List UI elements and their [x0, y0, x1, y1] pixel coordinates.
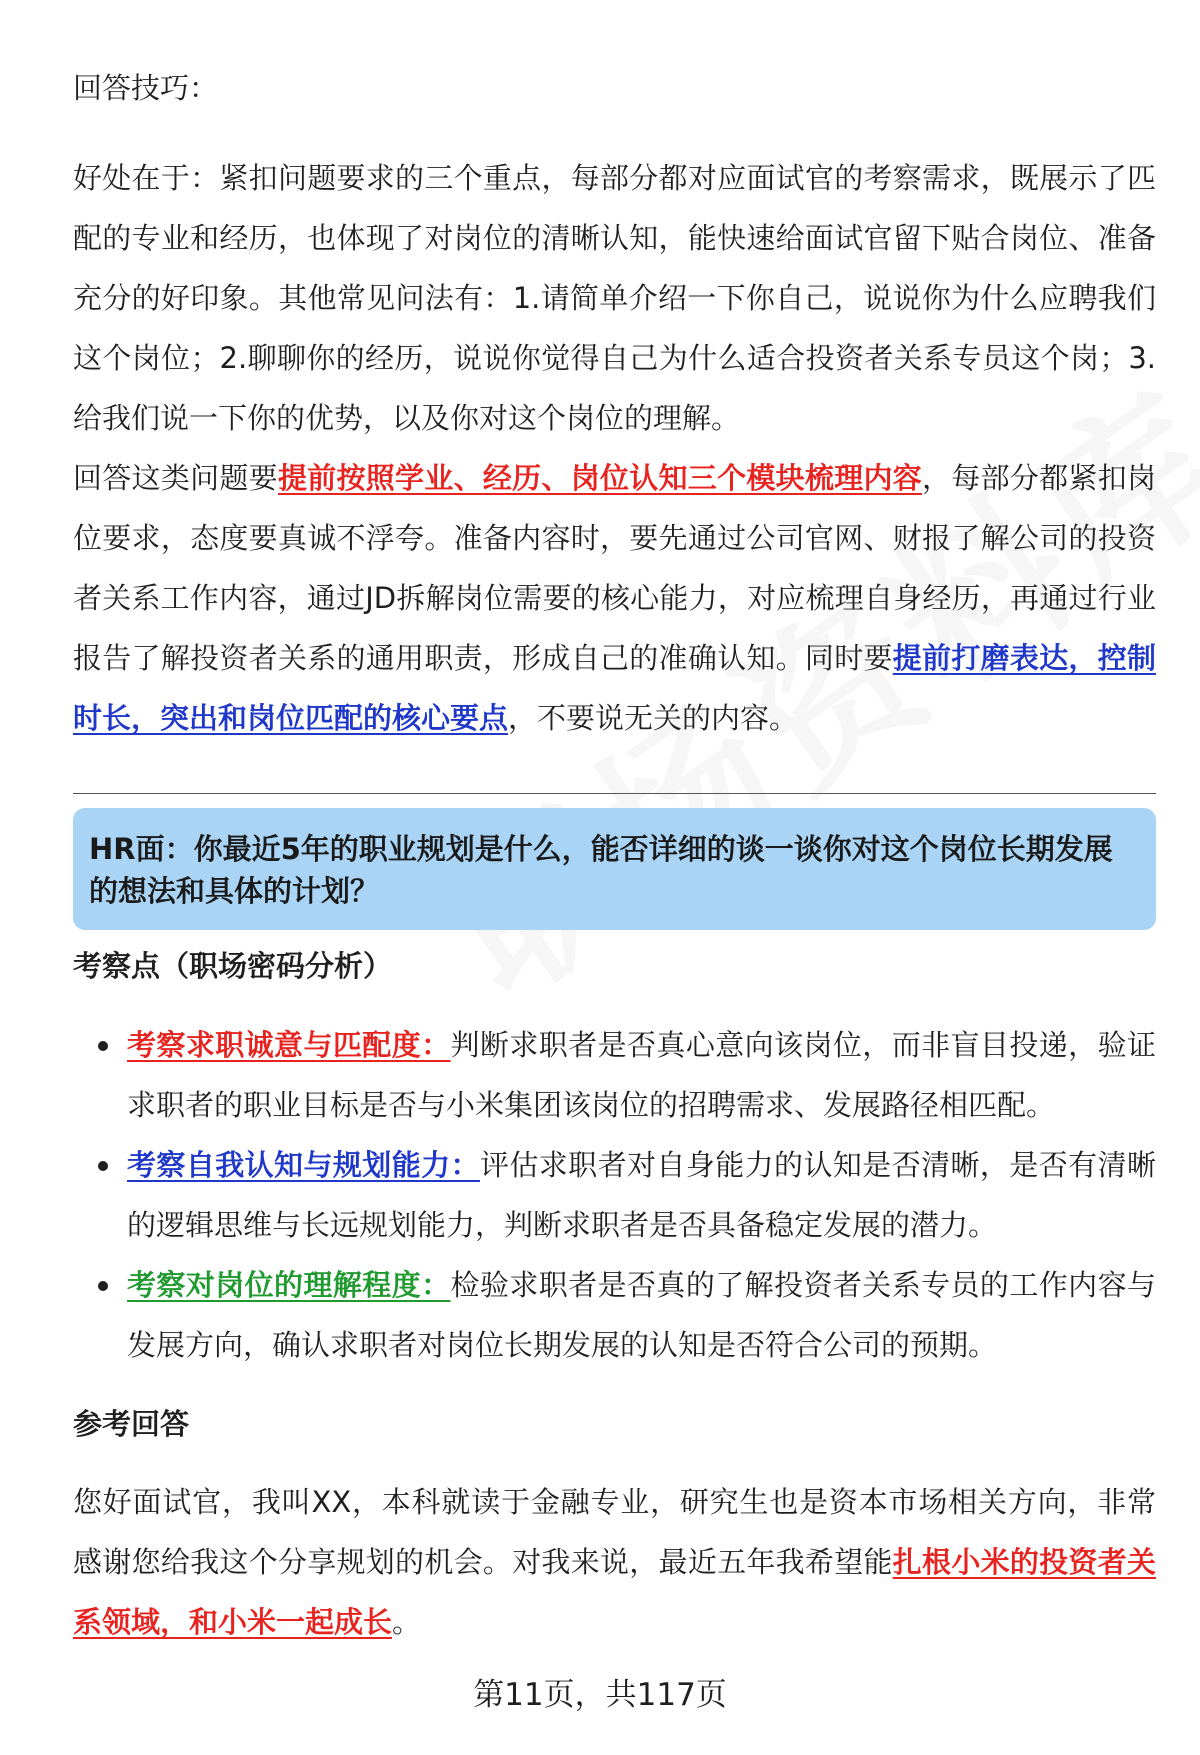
assessment-points-list	[73, 1015, 1156, 1375]
section-divider	[73, 793, 1156, 794]
approach-highlight-red: 提前按照学业、经历、岗位认知三个模块梳理内容	[277, 461, 923, 495]
page-number: 第11页，共117页	[473, 1677, 727, 1713]
bullet-label: 考察求职诚意与匹配度：	[127, 1028, 451, 1062]
question-box	[73, 808, 1156, 930]
bullet-text: 评估求职者对自身能力的认知是否清晰，是否有清晰的逻辑思维与长远规划能力，判断求职者是否具备稳定发展的潜力。	[127, 1148, 1156, 1242]
approach-highlight-blue: 提前打磨表达，控制时长，突出和岗位匹配的核心要点	[73, 641, 1156, 735]
reference-answer-paragraph	[73, 1472, 1156, 1652]
bullet-label: 考察自我认知与规划能力：	[127, 1148, 480, 1182]
approach-prefix: 回答这类问题要	[73, 461, 278, 495]
reference-answer-title: 参考回答	[73, 1407, 190, 1441]
benefit-paragraph-text: 好处在于：紧扣问题要求的三个重点，每部分都对应面试官的考察需求，既展示了匹配的专业和经历，也体现了对岗位的清晰认知，能快速给面试官留下贴合岗位、准备充分的好印象。其他常见问法有：1.请简单介绍一下你自己，说说你为什么应聘我们这个岗位；2.聊聊你的经历，说说你觉得自己为什么适合投资者关系专员这个岗；3.给我们说一下你的优势，以及你对这个岗位的理解。	[73, 161, 1156, 435]
approach-middle: ，每部分都紧扣岗位要求，态度要真诚不浮夸。准备内容时，要先通过公司官网、财报了解公司的投资者关系工作内容，通过JD拆解岗位需要的核心能力，对应梳理自身经历，再通过行业报告了解投资者关系的通用职责，形成自己的准确认知。同时要	[73, 461, 1156, 675]
list-item	[73, 1135, 1156, 1255]
answer-suffix: 。	[392, 1605, 422, 1639]
tips-title: 回答技巧：	[73, 71, 219, 105]
assessment-points-title: 考察点（职场密码分析）	[73, 949, 393, 983]
bullet-label: 考察对岗位的理解程度：	[127, 1268, 451, 1302]
list-item	[73, 1015, 1156, 1135]
bullet-text: 检验求职者是否真的了解投资者关系专员的工作内容与发展方向，确认求职者对岗位长期发展的认知是否符合公司的预期。	[127, 1268, 1156, 1362]
list-item	[73, 1255, 1156, 1375]
bullet-text: 判断求职者是否真心意向该岗位，而非盲目投递，验证求职者的职业目标是否与小米集团该岗位的招聘需求、发展路径相匹配。	[127, 1028, 1156, 1122]
approach-suffix: ，不要说无关的内容。	[508, 701, 799, 735]
question-text: HR面：你最近5年的职业规划是什么，能否详细的谈一谈你对这个岗位长期发展的想法和具体的计划？	[89, 832, 1113, 908]
benefit-paragraph	[73, 148, 1156, 448]
answer-highlight-red: 扎根小米的投资者关系领域，和小米一起成长	[73, 1545, 1156, 1639]
answer-prefix: 您好面试官，我叫XX，本科就读于金融专业，研究生也是资本市场相关方向，非常感谢您给我这个分享规划的机会。对我来说，最近五年我希望能	[73, 1485, 1156, 1579]
approach-paragraph	[73, 448, 1156, 748]
